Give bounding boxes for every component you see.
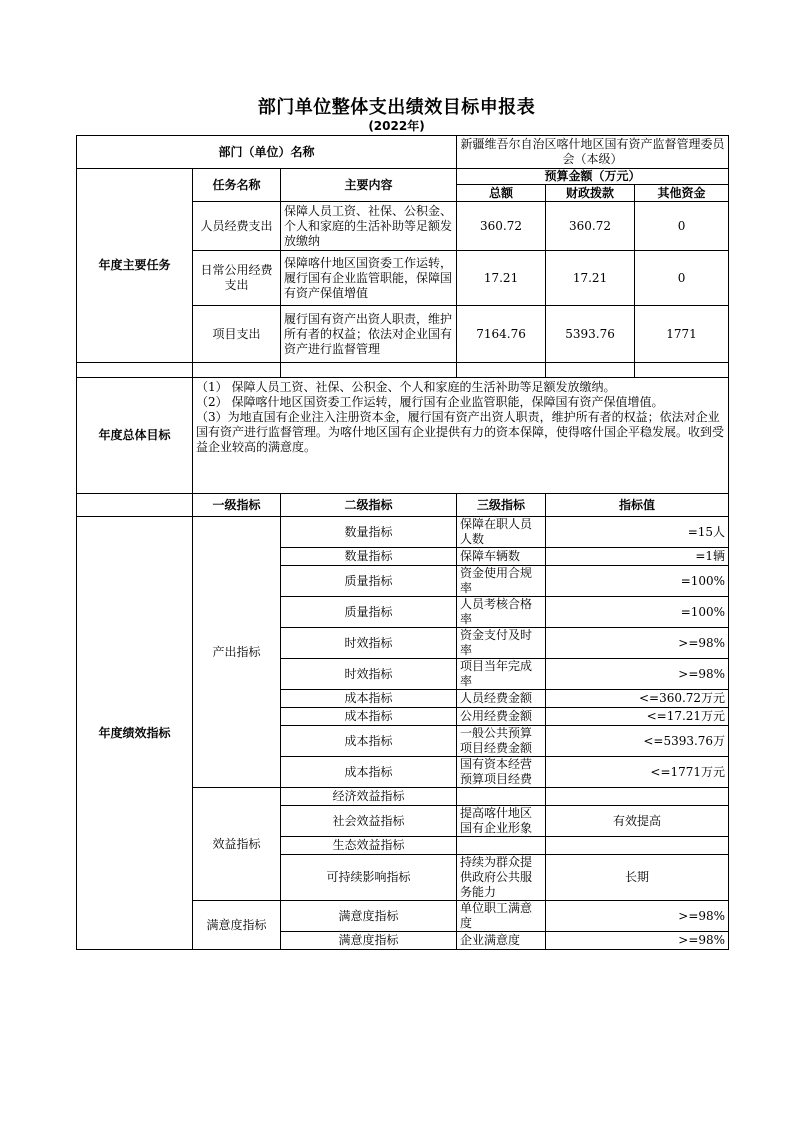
level3-indicator: 持续为群众提供政府公共服务能力 bbox=[457, 855, 546, 901]
level3-indicator: 国有资本经营预算项目经费 bbox=[457, 757, 546, 788]
indicator-header-row bbox=[77, 494, 729, 517]
budget-header: 预算金额（万元） bbox=[457, 169, 729, 185]
level2-indicator: 社会效益指标 bbox=[281, 806, 457, 837]
goal-line: （3）为地直国有企业注入注册资本金，履行国有资产出资人职责，维护所有者的权益；依法对企业国有资产进行监督管理。为喀什地区国有企业提供有力的资本保障，使得喀什国企平稳发展。收到受益企业较高的满意度。 bbox=[196, 410, 725, 454]
level3-indicator: 保障在职人员人数 bbox=[457, 517, 546, 548]
level2-indicator: 生态效益指标 bbox=[281, 837, 457, 855]
fiscal-header: 财政拨款 bbox=[546, 185, 635, 202]
indicator-value: =15人 bbox=[546, 517, 729, 548]
dept-row bbox=[77, 136, 729, 169]
level3-indicator: 资金支付及时率 bbox=[457, 628, 546, 659]
level3-indicator bbox=[457, 788, 546, 806]
level3-indicator: 企业满意度 bbox=[457, 932, 546, 950]
task-name: 日常公用经费支出 bbox=[193, 251, 281, 306]
task-content: 保障喀什地区国资委工作运转，履行国有企业监管职能，保障国有资产保值增值 bbox=[284, 255, 453, 300]
level2-indicator: 成本指标 bbox=[281, 708, 457, 726]
indicator-value: 长期 bbox=[546, 855, 729, 901]
indicator-value bbox=[546, 788, 729, 806]
indicator-value: <=360.72万元 bbox=[546, 690, 729, 708]
level2-indicator: 时效指标 bbox=[281, 659, 457, 690]
indicator-value: =1辆 bbox=[546, 548, 729, 566]
task-name-header: 任务名称 bbox=[193, 169, 281, 202]
indicator-value: >=98% bbox=[546, 659, 729, 690]
task-total: 7164.76 bbox=[457, 306, 546, 363]
task-total: 17.21 bbox=[457, 251, 546, 306]
level3-header: 三级指标 bbox=[457, 494, 546, 517]
level2-indicator: 成本指标 bbox=[281, 690, 457, 708]
report-year: (2022年) bbox=[368, 119, 425, 133]
task-name: 人员经费支出 bbox=[193, 202, 281, 251]
task-header-row bbox=[77, 169, 729, 185]
indicator-value: >=98% bbox=[546, 901, 729, 932]
level3-indicator: 公用经费金额 bbox=[457, 708, 546, 726]
level2-indicator: 经济效益指标 bbox=[281, 788, 457, 806]
goal-line: （1） 保障人员工资、社保、公积金、个人和家庭的生活补助等足额发放缴纳。 bbox=[196, 380, 616, 394]
level2-indicator: 成本指标 bbox=[281, 726, 457, 757]
level2-indicator: 质量指标 bbox=[281, 597, 457, 628]
annual-indicators-label: 年度绩效指标 bbox=[77, 517, 193, 950]
task-content-header: 主要内容 bbox=[281, 169, 457, 202]
level2-indicator: 质量指标 bbox=[281, 566, 457, 597]
dept-label: 部门（单位）名称 bbox=[77, 136, 457, 169]
indicator-value: >=98% bbox=[546, 628, 729, 659]
level3-indicator: 一般公共预算项目经费金额 bbox=[457, 726, 546, 757]
task-other: 0 bbox=[635, 202, 729, 251]
indicator-value: =100% bbox=[546, 597, 729, 628]
level1-header: 一级指标 bbox=[193, 494, 281, 517]
level2-header: 二级指标 bbox=[281, 494, 457, 517]
level3-indicator: 资金使用合规率 bbox=[457, 566, 546, 597]
level3-indicator: 人员经费金额 bbox=[457, 690, 546, 708]
level3-indicator bbox=[457, 837, 546, 855]
other-header: 其他资金 bbox=[635, 185, 729, 202]
task-name: 项目支出 bbox=[193, 306, 281, 363]
level2-indicator: 成本指标 bbox=[281, 757, 457, 788]
performance-target-table bbox=[76, 135, 729, 950]
task-fiscal: 17.21 bbox=[546, 251, 635, 306]
goal-line: （2） 保障喀什地区国资委工作运转，履行国有企业监管职能，保障国有资产保值增值。 bbox=[196, 395, 664, 409]
level2-indicator: 数量指标 bbox=[281, 548, 457, 566]
level3-indicator: 提高喀什地区国有企业形象 bbox=[457, 806, 546, 837]
indicator-value: <=5393.76万 bbox=[546, 726, 729, 757]
annual-tasks-label: 年度主要任务 bbox=[77, 169, 193, 363]
level3-indicator: 人员考核合格率 bbox=[457, 597, 546, 628]
blank-row bbox=[77, 363, 729, 378]
page-title: 部门单位整体支出绩效目标申报表 bbox=[257, 97, 536, 118]
indicator-value: >=98% bbox=[546, 932, 729, 950]
indicator-value: =100% bbox=[546, 566, 729, 597]
satisfaction-indicators-label: 满意度指标 bbox=[193, 901, 281, 950]
task-other: 0 bbox=[635, 251, 729, 306]
output-indicators-label: 产出指标 bbox=[193, 517, 281, 788]
task-content: 履行国有资产出资人职责，维护所有者的权益；依法对企业国有资产进行监督管理 bbox=[284, 311, 453, 356]
level2-indicator: 可持续影响指标 bbox=[281, 855, 457, 901]
task-fiscal: 360.72 bbox=[546, 202, 635, 251]
level2-indicator: 时效指标 bbox=[281, 628, 457, 659]
indicator-value: 有效提高 bbox=[546, 806, 729, 837]
indicator-row bbox=[77, 517, 729, 548]
level2-indicator: 满意度指标 bbox=[281, 932, 457, 950]
level2-indicator: 数量指标 bbox=[281, 517, 457, 548]
level3-indicator: 保障车辆数 bbox=[457, 548, 546, 566]
indicator-value-header: 指标值 bbox=[546, 494, 729, 517]
task-other: 1771 bbox=[635, 306, 729, 363]
indicator-value: <=17.21万元 bbox=[546, 708, 729, 726]
benefit-indicators-label: 效益指标 bbox=[193, 788, 281, 901]
indicator-value bbox=[546, 837, 729, 855]
task-total: 360.72 bbox=[457, 202, 546, 251]
level3-indicator: 项目当年完成率 bbox=[457, 659, 546, 690]
task-content: 保障人员工资、社保、公积金、个人和家庭的生活补助等足额发放缴纳 bbox=[284, 203, 453, 248]
total-header: 总额 bbox=[457, 185, 546, 202]
task-fiscal: 5393.76 bbox=[546, 306, 635, 363]
annual-goals-row bbox=[77, 378, 729, 494]
annual-goals-label: 年度总体目标 bbox=[77, 378, 193, 494]
dept-name: 新疆维吾尔自治区喀什地区国有资产监督管理委员会（本级） bbox=[457, 136, 729, 169]
indicator-value: <=1771万元 bbox=[546, 757, 729, 788]
level2-indicator: 满意度指标 bbox=[281, 901, 457, 932]
level3-indicator: 单位职工满意度 bbox=[457, 901, 546, 932]
